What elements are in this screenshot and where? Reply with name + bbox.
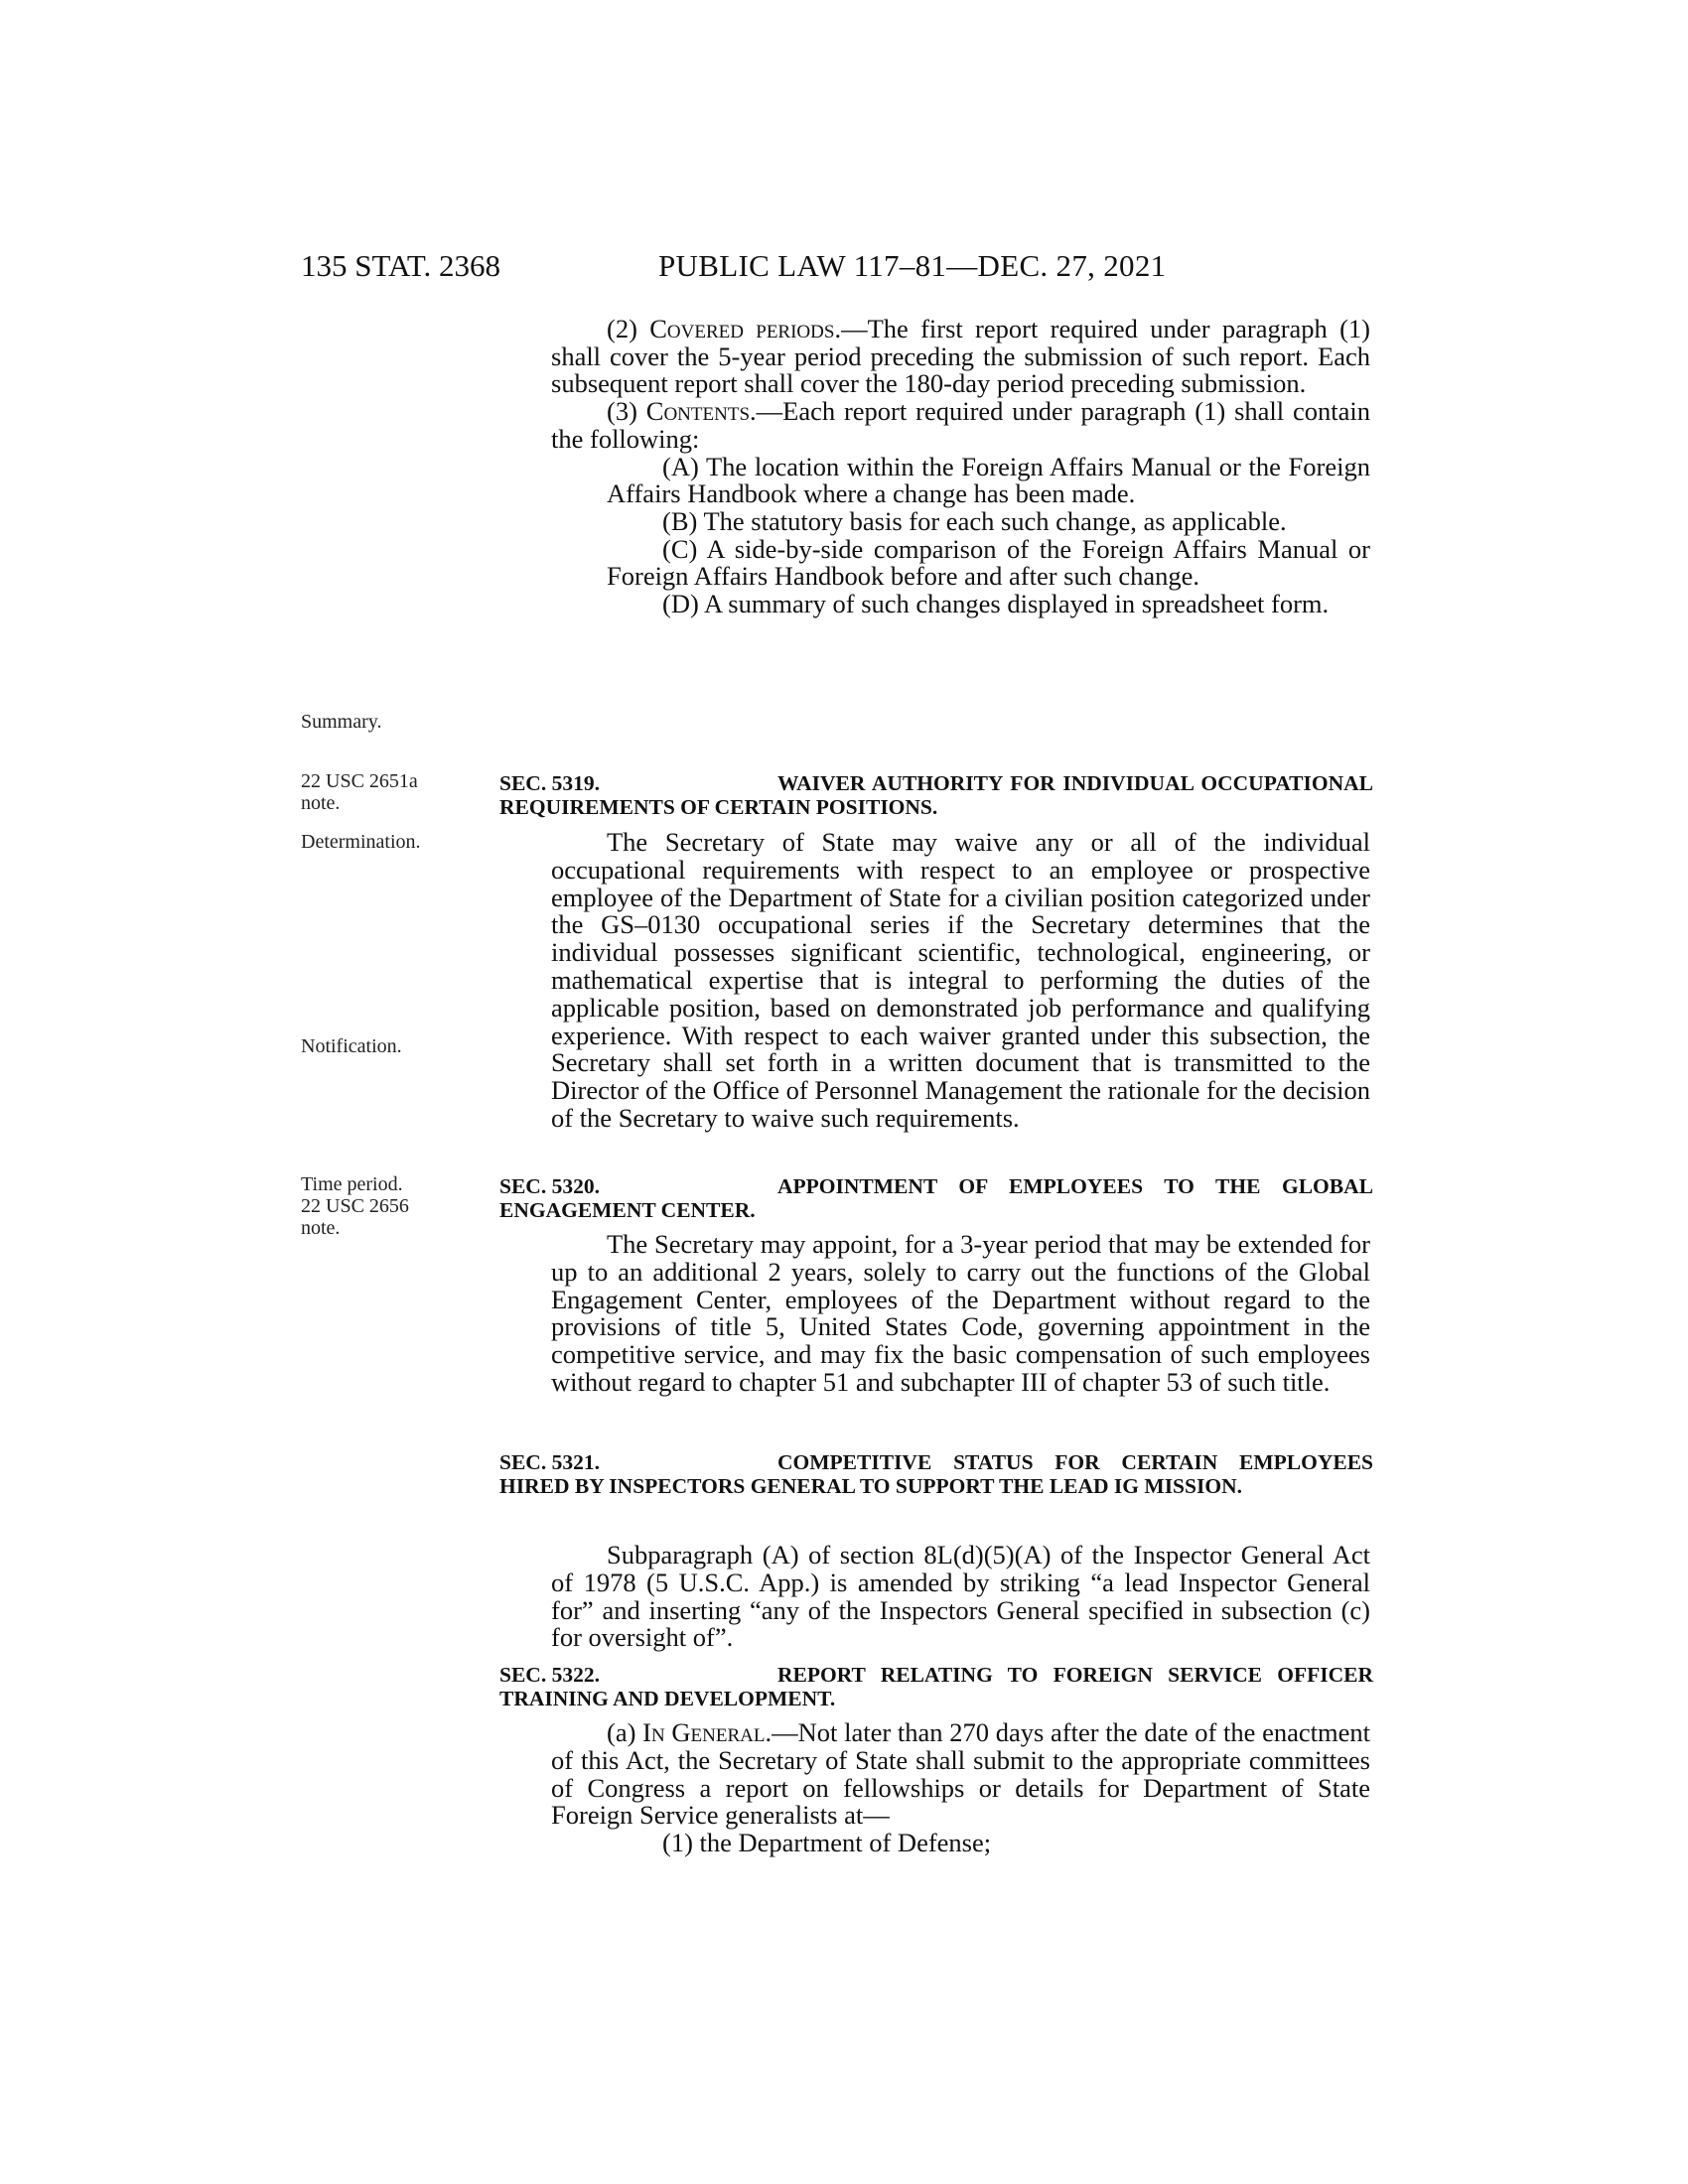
sec-5319-text: The Secretary of State may waive any or all of the individual occupational requirements with respect to an employee or prospective employee of the Department of State for a civilian position categorized under the GS–0130 occupational series if the Secretary determines that the individual possesses significant scientific, technological, engineering, or mathematical expertise that is integral to performing the duties of the applicable position, based on demonstrated job performance and qualifying experience. With respect to each waiver granted under this subsection, the Secretary shall set forth in a written document that is transmitted to the Director of the Office of Personnel Management the rationale for the decision of the Secretary to waive such requirements. <box>551 827 1370 1133</box>
stat-page-number: 135 STAT. 2368 <box>301 248 501 283</box>
sec-5321-text: Subparagraph (A) of section 8L(d)(5)(A) of the Inspector General Act of 1978 (5 U.S.C. App.) is amended by striking “a lead Inspector General for” and inserting “any of the Inspectors General specified in subsection (c) for oversight of”. <box>551 1540 1370 1653</box>
margin-note-notification: Notification. <box>301 1035 402 1057</box>
contents-paragraph: (3) Contents.—Each report required under paragraph (1) shall contain the following: <box>551 396 1370 454</box>
sec-5322-text <box>551 1719 1370 1857</box>
sec-5321-heading: SEC. 5321. COMPETITIVE STATUS FOR CERTAIN EMPLOYEES HIRED BY INSPECTORS GENERAL TO SUPPORT THE LEAD IG MISSION. <box>499 1450 1373 1498</box>
margin-note-summary: Summary. <box>301 711 382 733</box>
sec-5319-heading: SEC. 5319. WAIVER AUTHORITY FOR INDIVIDUAL OCCUPATIONAL REQUIREMENTS OF CERTAIN POSITIONS. <box>499 771 1373 819</box>
subparagraph-d: (D) A summary of such changes displayed in spreadsheet form. <box>662 589 1330 619</box>
covered-periods-paragraph: (2) Covered periods.—The first report required under paragraph (1) shall cover the 5-year period preceding the submission of such report. Each subsequent report shall cover the 180-day period preceding submission. <box>551 314 1371 399</box>
sec-5322-heading: SEC. 5322. REPORT RELATING TO FOREIGN SERVICE OFFICER TRAINING AND DEVELOPMENT. <box>499 1663 1373 1710</box>
subparagraph-c: (C) A side-by-side comparison of the Foreign Affairs Manual or Foreign Affairs Handbook before and after such change. <box>607 533 1370 592</box>
in-general-paragraph: (a) In General.—Not later than 270 days after the date of the enactment of this Act, the Secretary of State shall submit to the appropriate committees of Congress a report on fellowships or details for Department of State Foreign Service generalists at— <box>551 1717 1371 1831</box>
sec-5320-heading: SEC. 5320. APPOINTMENT OF EMPLOYEES TO THE GLOBAL ENGAGEMENT CENTER. <box>499 1174 1373 1222</box>
margin-note-time-period: Time period. 22 USC 2656 note. <box>301 1173 409 1239</box>
subparagraph-b: (B) The statutory basis for each such change, as applicable. <box>662 505 1287 536</box>
margin-note-usc-2651a: 22 USC 2651a note. <box>301 770 418 814</box>
subparagraph-a: (A) The location within the Foreign Affairs Manual or the Foreign Affairs Handbook where a change has been made. <box>607 451 1370 509</box>
sec-5320-text: The Secretary may appoint, for a 3-year period that may be extended for up to an additional 2 years, solely to carry out the functions of the Global Engagement Center, employees of the Department without regard to the provisions of title 5, United States Code, governing appointment in the competitive service, and may fix the basic compensation of such employees without regard to chapter 51 and subchapter III of chapter 53 of such title. <box>551 1229 1370 1397</box>
running-header: PUBLIC LAW 117–81—DEC. 27, 2021 <box>658 248 1167 283</box>
sec-5318-continuation <box>551 316 1370 618</box>
margin-note-determination: Determination. <box>301 831 421 853</box>
item-1-department-of-defense: (1) the Department of Defense; <box>662 1828 992 1858</box>
